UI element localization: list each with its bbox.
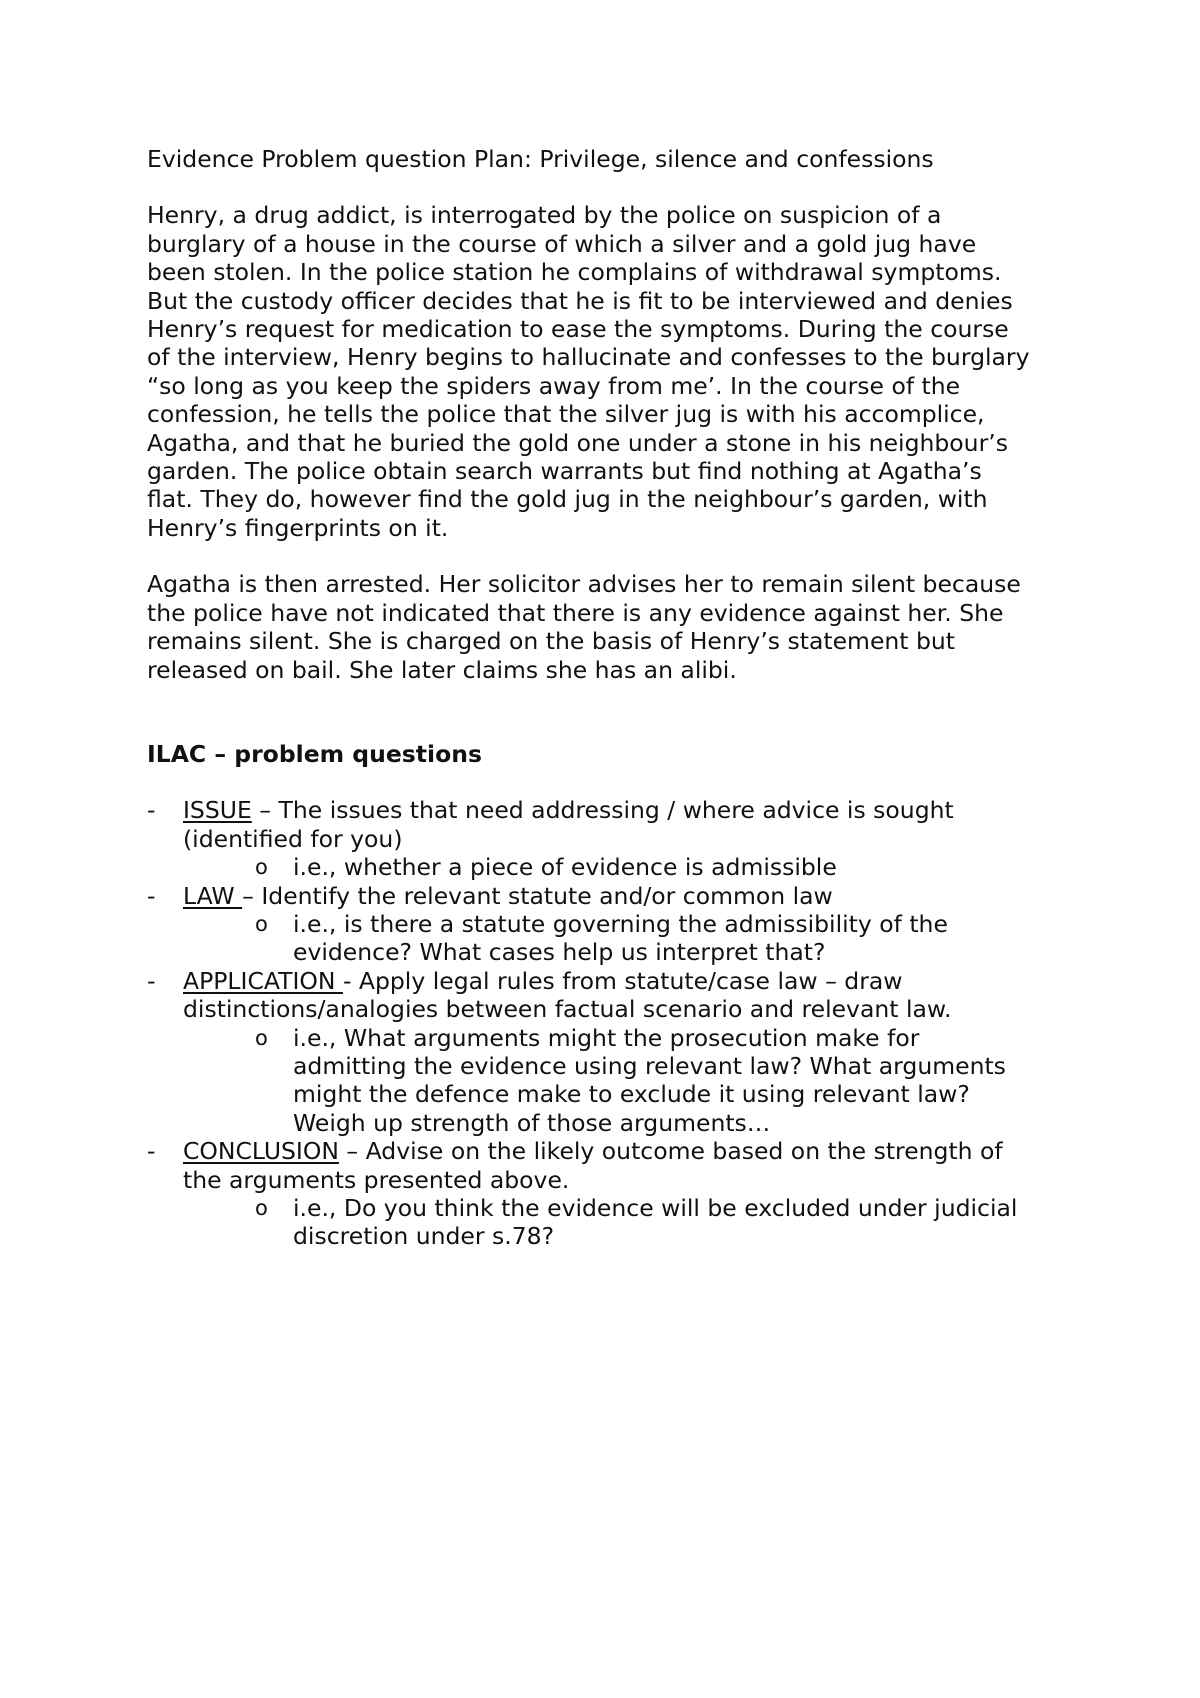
scenario-paragraph-2: Agatha is then arrested. Her solicitor advises her to remain silent because the police have not indicated that there is any evidence against her. She remains silent. She is charged on the basis of Henry’s statement but released on bail. She later claims she has an alibi. bbox=[147, 570, 1021, 684]
ilac-sub-text-issue: i.e., whether a piece of evidence is admissible bbox=[293, 853, 837, 882]
document-title: Evidence Problem question Plan: Privilege, silence and confessions bbox=[147, 145, 934, 173]
ilac-sub-text-application: i.e., What arguments might the prosecution make for admitting the evidence using relevant law? What arguments might the defence make to exclude it using relevant law? Weigh up strength of those arguments… bbox=[293, 1023, 1006, 1137]
ilac-heading: ILAC – problem questions bbox=[147, 739, 482, 768]
ilac-sub-list bbox=[183, 1024, 1077, 1138]
circle-bullet: o bbox=[255, 1196, 268, 1220]
ilac-item-issue bbox=[147, 796, 1077, 881]
ilac-sub-item-application bbox=[183, 1024, 1077, 1138]
ilac-text-conclusion: – Advise on the likely outcome based on the strength of the arguments presented above. bbox=[183, 1137, 1003, 1194]
spacer bbox=[147, 173, 1077, 201]
ilac-term-law: LAW bbox=[183, 881, 243, 910]
spacer bbox=[147, 768, 1077, 796]
ilac-text-law: – Identify the relevant statute and/or common law bbox=[242, 881, 833, 910]
dash-bullet: - bbox=[147, 966, 156, 995]
ilac-sub-item-conclusion bbox=[183, 1194, 1077, 1251]
ilac-sub-text-conclusion: i.e., Do you think the evidence will be excluded under judicial discretion under s.78? bbox=[293, 1194, 1018, 1251]
ilac-term-conclusion: CONCLUSION bbox=[183, 1137, 339, 1166]
circle-bullet: o bbox=[255, 1025, 268, 1050]
ilac-text-issue: – The issues that need addressing / where advice is sought (identified for you) bbox=[183, 796, 954, 853]
spacer bbox=[147, 684, 1077, 740]
ilac-sub-item-law bbox=[183, 910, 1077, 967]
ilac-list bbox=[147, 796, 1077, 1251]
ilac-item-conclusion bbox=[147, 1137, 1077, 1251]
ilac-sub-list bbox=[183, 1194, 1077, 1251]
ilac-term-application: APPLICATION bbox=[183, 966, 343, 995]
ilac-sub-item-issue bbox=[183, 853, 1077, 881]
circle-bullet: o bbox=[255, 855, 268, 880]
ilac-item-application bbox=[147, 967, 1077, 1137]
scenario-paragraph-1: Henry, a drug addict, is interrogated by the police on suspicion of a burglary of a house in the course of which a silver and a gold jug have been stolen. In the police station he complains of withdrawal symptoms. But the custody officer decides that he is fit to be interviewed and denies Henry’s request for medication to ease the symptoms. During the course of the interview, Henry begins to hallucinate and confesses to the burglary “so long as you keep the spiders away from me’. In the course of the confession, he tells the police that the silver jug is with his accomplice, Agatha, and that he buried the gold one under a stone in his neighbour’s garden. The police obtain search warrants but find nothing at Agatha’s flat. They do, however find the gold jug in the neighbour’s garden, with Henry’s fingerprints on it. bbox=[147, 201, 1030, 542]
ilac-sub-list bbox=[183, 853, 1077, 881]
document-body bbox=[147, 145, 1077, 1251]
ilac-text-application: - Apply legal rules from statute/case law – draw distinctions/analogies between factual scenario and relevant law. bbox=[183, 966, 952, 1024]
circle-bullet: o bbox=[255, 911, 268, 936]
ilac-sub-text-law: i.e., is there a statute governing the admissibility of the evidence? What cases help us interpret that? bbox=[293, 909, 948, 967]
ilac-item-law bbox=[147, 882, 1077, 967]
ilac-sub-list bbox=[183, 910, 1077, 967]
dash-bullet: - bbox=[147, 1137, 156, 1166]
ilac-term-issue: ISSUE bbox=[183, 796, 252, 825]
spacer bbox=[147, 542, 1077, 570]
dash-bullet: - bbox=[147, 881, 156, 910]
dash-bullet: - bbox=[147, 796, 156, 825]
